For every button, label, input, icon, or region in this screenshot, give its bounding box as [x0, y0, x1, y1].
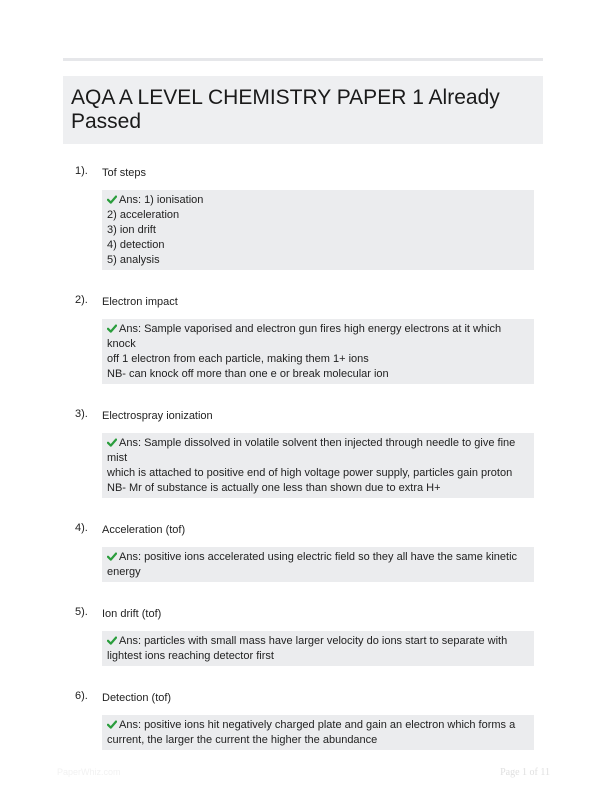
question-number: 3).	[75, 408, 88, 420]
check-icon	[107, 635, 117, 644]
question-number: 5).	[75, 606, 88, 618]
answer-line	[107, 718, 526, 733]
question-number: 6).	[75, 690, 88, 702]
answer-text: 3) ion drift	[107, 224, 156, 236]
answer-text: off 1 electron from each particle, making them 1+ ions	[107, 353, 369, 365]
answer-line	[107, 208, 526, 223]
answer-line	[107, 253, 526, 268]
answer-text: Ans: particles with small mass have larger velocity do ions start to separate with	[119, 635, 508, 647]
answer-line	[107, 223, 526, 238]
answer-text: Ans: Sample dissolved in volatile solvent then injected through needle to give fine mist	[107, 437, 516, 464]
answer-line	[107, 352, 526, 367]
question-item	[63, 158, 543, 270]
check-icon	[107, 551, 117, 560]
check-icon	[107, 719, 117, 728]
top-divider	[63, 58, 543, 61]
answer-box	[102, 319, 534, 384]
question-item	[63, 683, 543, 750]
answer-text: Ans: 1) ionisation	[119, 194, 204, 206]
answer-line	[107, 322, 526, 352]
question-item	[63, 599, 543, 666]
answer-line	[107, 649, 526, 664]
title-banner	[63, 76, 543, 144]
answer-text: Ans: Sample vaporised and electron gun fires high energy electrons at it which knock	[107, 323, 502, 350]
answer-line	[107, 634, 526, 649]
question-number: 2).	[75, 294, 88, 306]
answer-box	[102, 547, 534, 582]
answer-line	[107, 466, 526, 481]
answer-text: lightest ions reaching detector first	[107, 650, 274, 662]
question-row	[63, 683, 543, 703]
question-row	[63, 401, 543, 421]
answer-text: 2) acceleration	[107, 209, 180, 221]
question-number: 1).	[75, 165, 88, 177]
answer-box	[102, 190, 534, 270]
answer-box	[102, 631, 534, 666]
check-icon	[107, 194, 117, 203]
question-item	[63, 401, 543, 498]
question-text: Ion drift (tof)	[102, 608, 162, 620]
question-row	[63, 515, 543, 535]
answer-text: 5) analysis	[107, 254, 160, 266]
answer-line	[107, 550, 526, 565]
question-text: Acceleration (tof)	[102, 524, 186, 536]
answer-box	[102, 715, 534, 750]
question-item	[63, 515, 543, 582]
answer-text: Ans: positive ions accelerated using electric field so they all have the same kinetic	[119, 551, 518, 563]
answer-text: Ans: positive ions hit negatively charged plate and gain an electron which forms a	[119, 719, 516, 731]
answer-text: NB- can knock off more than one e or break molecular ion	[107, 368, 389, 380]
answer-line	[107, 733, 526, 748]
answer-box	[102, 433, 534, 498]
question-text: Detection (tof)	[102, 692, 172, 704]
question-row	[63, 599, 543, 619]
question-number: 4).	[75, 522, 88, 534]
question-text: Electron impact	[102, 296, 178, 308]
question-row	[63, 158, 543, 178]
answer-text: NB- Mr of substance is actually one less than shown due to extra H+	[107, 482, 441, 494]
page-title: AQA A LEVEL CHEMISTRY PAPER 1 Already Passed	[71, 86, 500, 133]
answer-line	[107, 238, 526, 253]
answer-line	[107, 565, 526, 580]
page-number: Page 1 of 11	[500, 767, 550, 778]
check-icon	[107, 323, 117, 332]
question-text: Electrospray ionization	[102, 410, 213, 422]
footer-watermark: PaperWhiz.com	[57, 767, 121, 777]
answer-text: which is attached to positive end of high voltage power supply, particles gain proton	[107, 467, 513, 479]
question-row	[63, 287, 543, 307]
question-list	[63, 158, 543, 767]
answer-text: current, the larger the current the higher the abundance	[107, 734, 378, 746]
question-text: Tof steps	[102, 167, 147, 179]
answer-line	[107, 481, 526, 496]
answer-text: energy	[107, 566, 141, 578]
check-icon	[107, 437, 117, 446]
question-item	[63, 287, 543, 384]
answer-line	[107, 193, 526, 208]
answer-text: 4) detection	[107, 239, 165, 251]
answer-line	[107, 436, 526, 466]
answer-line	[107, 367, 526, 382]
